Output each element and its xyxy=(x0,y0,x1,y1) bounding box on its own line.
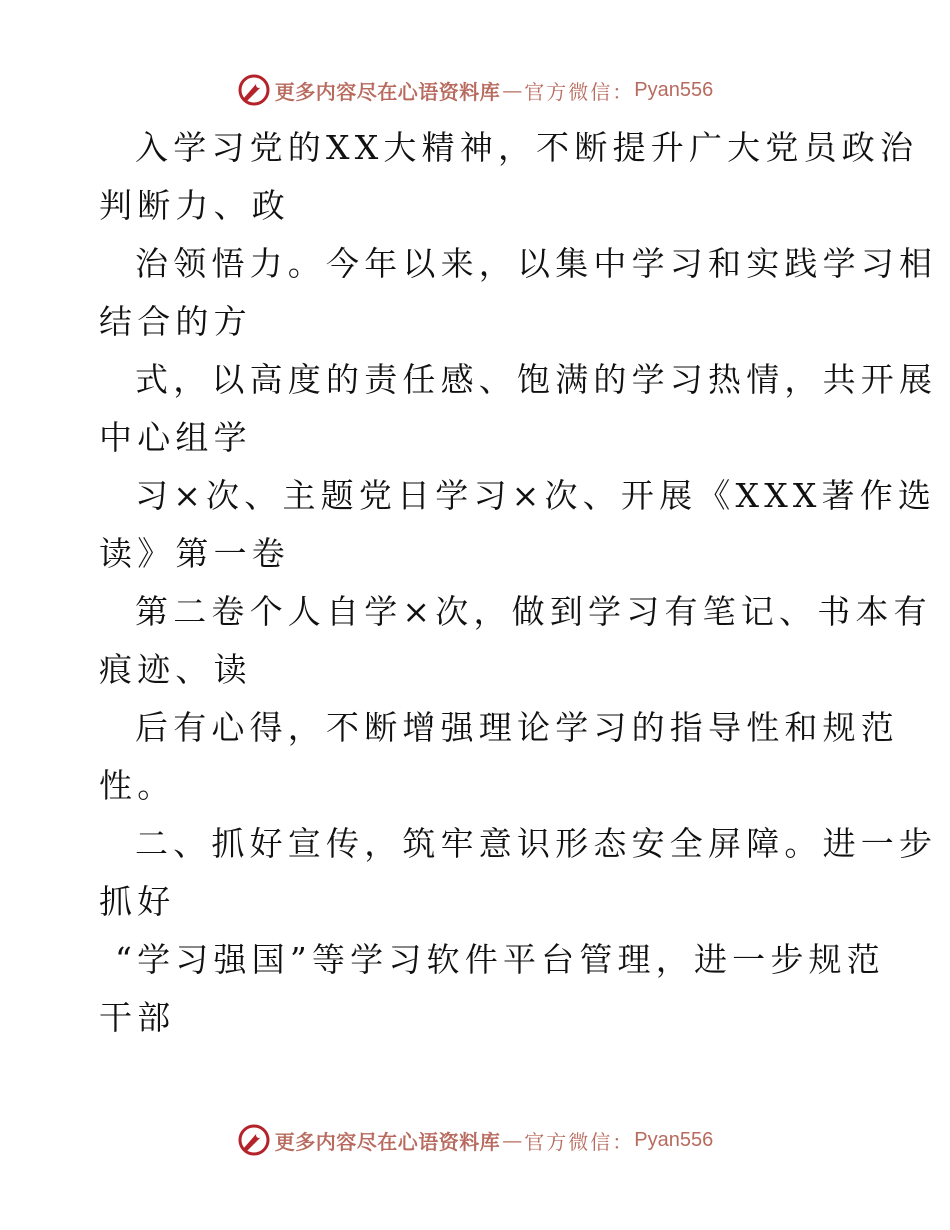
body-line: 性。 xyxy=(99,766,176,805)
body-line: 中心组学 xyxy=(99,418,252,457)
body-line: 干部 xyxy=(99,998,176,1037)
banner-wechat-label: 官方微信： xyxy=(524,79,635,104)
body-line: 式，以高度的责任感、饱满的学习热情，共开展 xyxy=(135,360,938,399)
banner-wechat-label: 官方微信： xyxy=(524,1129,635,1154)
body-line: 抓好 xyxy=(99,882,176,921)
banner-account-id: Pyan556 xyxy=(634,78,714,101)
body-line: 判断力、政 xyxy=(99,186,290,225)
body-line: 二、抓好宣传，筑牢意识形态安全屏障。进一步 xyxy=(135,824,938,863)
footer-watermark-banner xyxy=(0,1120,950,1160)
pen-logo-icon xyxy=(237,1123,271,1157)
body-line: 习×次、主题党日学习×次、开展《XXX著作选 xyxy=(135,476,937,515)
body-line: 入学习党的XX大精神，不断提升广大党员政治 xyxy=(135,128,919,167)
body-line: “学习强国”等学习软件平台管理，进一步规范 xyxy=(115,940,885,979)
body-line: 结合的方 xyxy=(99,302,252,341)
banner-brand-text: 更多内容尽在心语资料库 xyxy=(274,1129,501,1154)
body-line: 治领悟力。今年以来，以集中学习和实践学习相 xyxy=(135,244,938,283)
banner-separator: — xyxy=(502,78,523,102)
body-line: 痕迹、读 xyxy=(99,650,252,689)
banner-account-id: Pyan556 xyxy=(634,1128,714,1151)
body-line: 第二卷个人自学×次，做到学习有笔记、书本有 xyxy=(135,592,932,631)
banner-separator: — xyxy=(502,1128,523,1152)
body-line: 后有心得，不断增强理论学习的指导性和规范 xyxy=(135,708,899,747)
body-line: 读》第一卷 xyxy=(99,534,290,573)
banner-brand-text: 更多内容尽在心语资料库 xyxy=(274,79,501,104)
